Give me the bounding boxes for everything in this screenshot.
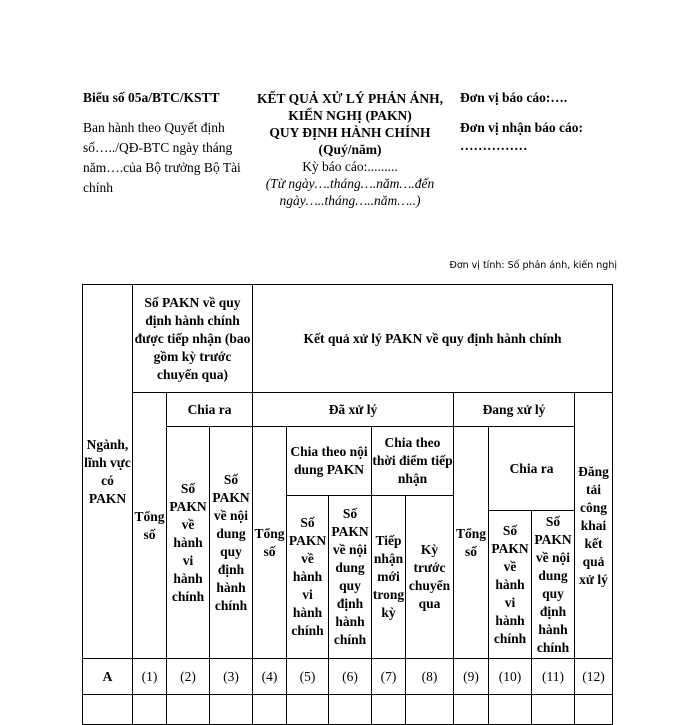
receiving-unit: Đơn vị nhận báo cáo: ……………	[460, 120, 584, 153]
report-title-line1: KẾT QUẢ XỬ LÝ PHẢN ÁNH,	[256, 91, 443, 106]
data-row-cell	[329, 695, 372, 725]
issued-by-note: Ban hành theo Quyết định số…../QĐ-BTC ngày tháng năm….của Bộ trưởng Bộ Tài chính	[83, 120, 241, 195]
index-cell-12: (12)	[575, 659, 613, 695]
received-regulation-header: Số PAKN về nội dung quy định hành chính	[210, 427, 253, 659]
processed-by-time-header: Chia theo thời điểm tiếp nhận	[372, 427, 454, 496]
data-row-cell	[406, 695, 454, 725]
processed-total-header: Tổng số	[253, 427, 287, 659]
index-cell-6: (6)	[329, 659, 372, 695]
processed-behavior-header: Số PAKN về hành vi hành chính	[287, 496, 329, 659]
result-group-header: Kết quả xử lý PAKN về quy định hành chính	[253, 285, 613, 393]
data-row-cell	[489, 695, 532, 725]
processed-regulation-header: Số PAKN về nội dung quy định hành chính	[329, 496, 372, 659]
index-cell-11: (11)	[532, 659, 575, 695]
index-cell-3: (3)	[210, 659, 253, 695]
unit-note: Đơn vị tính: Số phản ánh, kiến nghị	[449, 260, 617, 271]
report-title-line3: QUY ĐỊNH HÀNH CHÍNH	[269, 125, 431, 140]
processed-by-content-header: Chia theo nội dung PAKN	[287, 427, 372, 496]
report-title-block	[244, 90, 456, 209]
data-row-cell	[210, 695, 253, 725]
processing-behavior-header: Số PAKN về hành vi hành chính	[489, 511, 532, 659]
index-cell-1: (1)	[133, 659, 167, 695]
processed-new-header: Tiếp nhận mới trong kỳ	[372, 496, 406, 659]
data-row-cell	[575, 695, 613, 725]
index-cell-2: (2)	[167, 659, 210, 695]
received-total-header: Tổng số	[133, 393, 167, 659]
data-row-cell	[83, 695, 133, 725]
data-row-cell	[133, 695, 167, 725]
period-range: (Từ ngày….tháng….năm….đến ngày…..tháng…..năm…..)	[265, 176, 435, 208]
processing-divided-header: Chia ra	[489, 427, 575, 511]
index-cell-10: (10)	[489, 659, 532, 695]
processed-previous-header: Kỳ trước chuyển qua	[406, 496, 454, 659]
index-cell-7: (7)	[372, 659, 406, 695]
form-code: Biểu số 05a/BTC/KSTT	[83, 90, 220, 105]
reporting-unit: Đơn vị báo cáo:….	[460, 90, 568, 105]
index-cell-4: (4)	[253, 659, 287, 695]
data-row-cell	[287, 695, 329, 725]
data-row-cell	[532, 695, 575, 725]
data-row-cell	[454, 695, 489, 725]
processing-header: Đang xử lý	[454, 393, 575, 427]
published-header: Đăng tải công khai kết quả xử lý	[575, 393, 613, 659]
index-cell-5: (5)	[287, 659, 329, 695]
processing-regulation-header: Số PAKN về nội dung quy định hành chính	[532, 511, 575, 659]
data-row-cell	[372, 695, 406, 725]
data-row-cell	[253, 695, 287, 725]
report-table	[82, 284, 613, 725]
index-cell-a: A	[83, 659, 133, 695]
period-label: Kỳ báo cáo:.........	[302, 159, 398, 174]
col-sector-header: Ngành, lĩnh vực có PAKN	[83, 285, 133, 659]
report-title-line2: KIẾN NGHỊ (PAKN)	[288, 108, 412, 123]
processing-total-header: Tổng số	[454, 427, 489, 659]
processed-header: Đã xử lý	[253, 393, 454, 427]
index-cell-8: (8)	[406, 659, 454, 695]
data-row-cell	[167, 695, 210, 725]
report-title-line4: (Quý/năm)	[318, 142, 382, 157]
received-group-header: Số PAKN về quy định hành chính được tiếp nhận (bao gồm kỳ trước chuyển qua)	[133, 285, 253, 393]
index-cell-9: (9)	[454, 659, 489, 695]
received-behavior-header: Số PAKN về hành vi hành chính	[167, 427, 210, 659]
received-divided-header: Chia ra	[167, 393, 253, 427]
